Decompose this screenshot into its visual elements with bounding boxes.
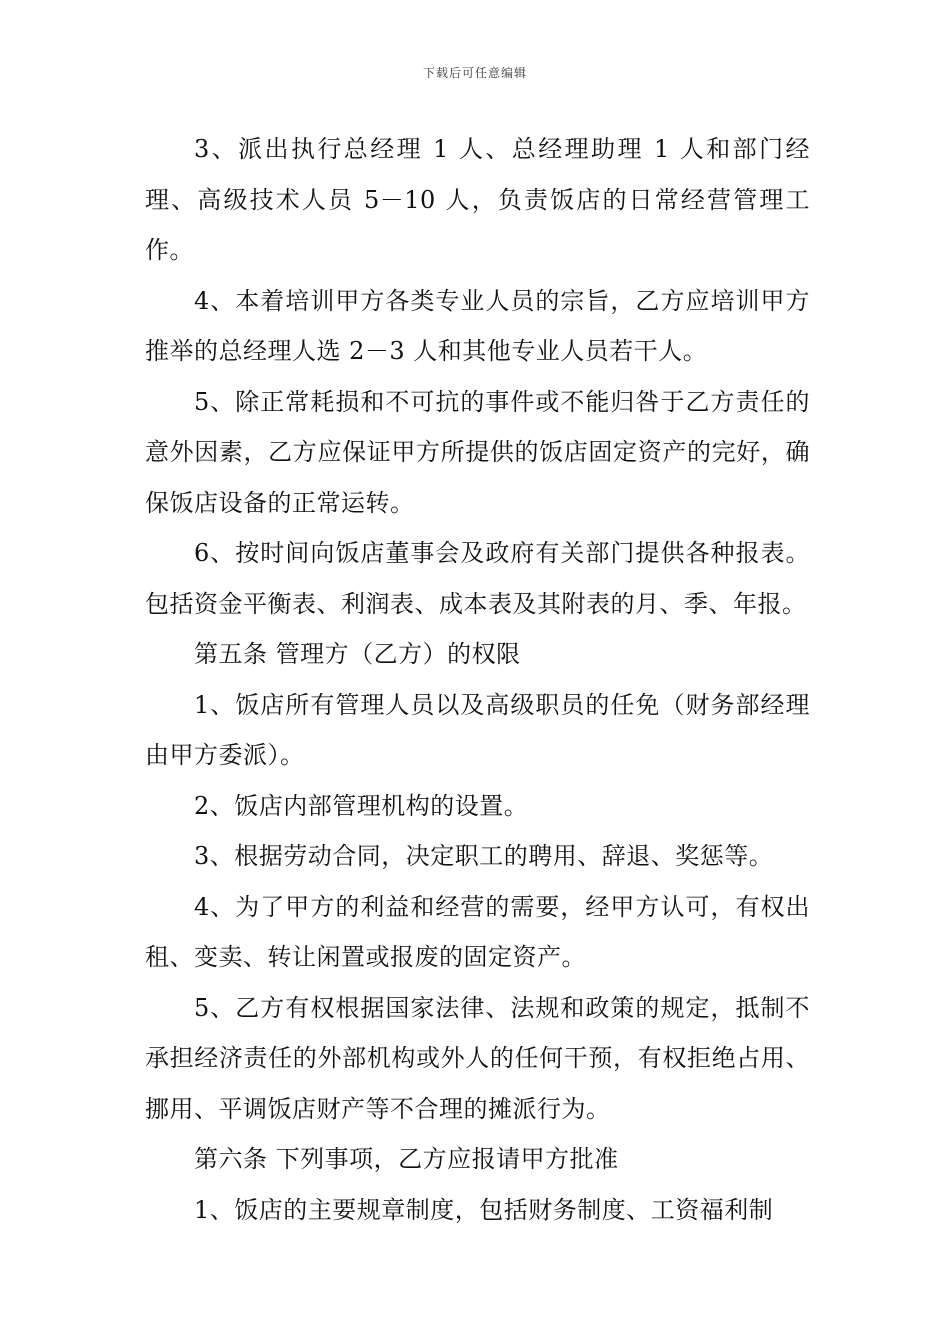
paragraph: 4、为了甲方的利益和经营的需要，经甲方认可，有权出租、变卖、转让闲置或报废的固定资产。 [145, 892, 810, 971]
paragraph: 6、按时间向饭店董事会及政府有关部门提供各种报表。包括资金平衡表、利润表、成本表及其附表的月、季、年报。 [145, 539, 810, 618]
paragraph: 5、乙方有权根据国家法律、法规和政策的规定，抵制不承担经济责任的外部机构或外人的任何干预，有权拒绝占用、挪用、平调饭店财产等不合理的摊派行为。 [145, 993, 810, 1123]
paragraph: 2、饭店内部管理机构的设置。 [194, 791, 529, 820]
document-body [145, 124, 810, 1235]
section-heading: 第五条 管理方（乙方）的权限 [194, 640, 521, 668]
section-heading: 第六条 下列事项，乙方应报请甲方批准 [194, 1145, 619, 1173]
paragraph: 3、根据劳动合同，决定职工的聘用、辞退、奖惩等。 [194, 842, 774, 870]
paragraph: 1、饭店所有管理人员以及高级职员的任免（财务部经理由甲方委派）。 [145, 690, 810, 769]
paragraph: 3、派出执行总经理 1 人、总经理助理 1 人和部门经理、高级技术人员 5－10 人，负责饭店的日常经营管理工作。 [145, 135, 810, 264]
paragraph: 5、除正常耗损和不可抗的事件或不能归咎于乙方责任的意外因素，乙方应保证甲方所提供的饭店固定资产的完好，确保饭店设备的正常运转。 [145, 387, 810, 517]
page-header: 下载后可任意编辑 [422, 66, 527, 80]
paragraph: 1、饭店的主要规章制度，包括财务制度、工资福利制 [194, 1195, 774, 1224]
paragraph: 4、本着培训甲方各类专业人员的宗旨，乙方应培训甲方推举的总经理人选 2－3 人和其他专业人员若干人。 [145, 286, 810, 365]
